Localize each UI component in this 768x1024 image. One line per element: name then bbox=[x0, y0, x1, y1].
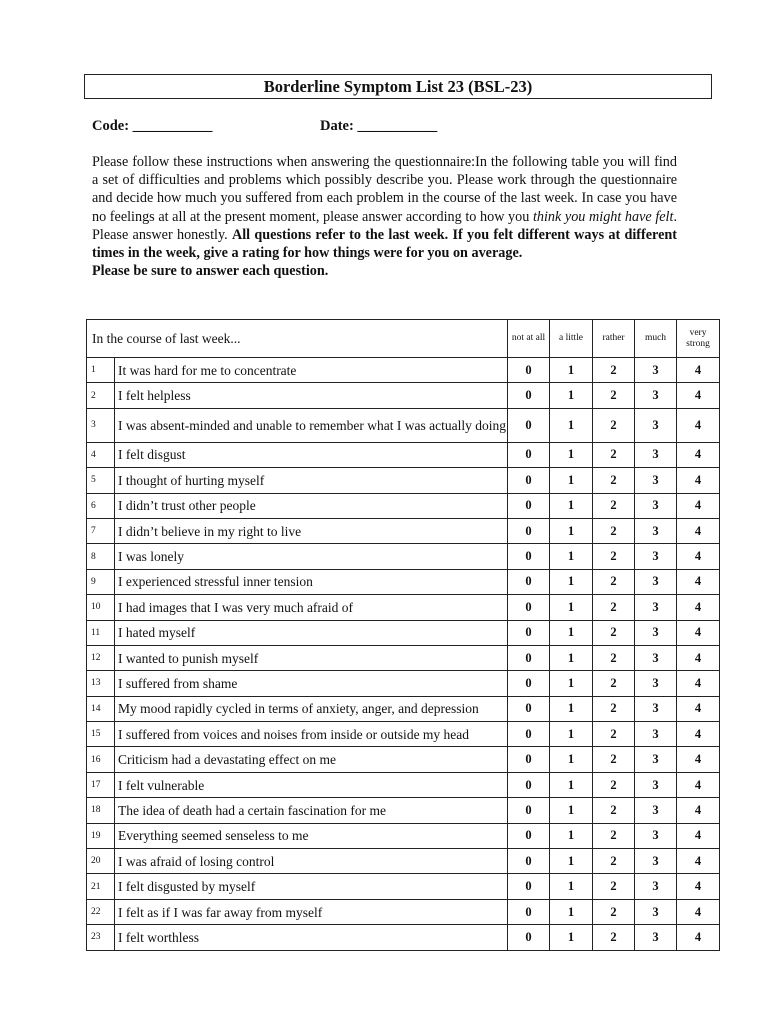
table-row bbox=[87, 925, 720, 950]
score-option-3[interactable]: 3 bbox=[635, 722, 677, 747]
score-option-4[interactable]: 4 bbox=[677, 645, 720, 670]
item-number: 16 bbox=[87, 747, 115, 772]
item-number: 15 bbox=[87, 722, 115, 747]
table-row bbox=[87, 569, 720, 594]
score-option-4[interactable]: 4 bbox=[677, 899, 720, 924]
instructions-text-1: Please follow these instructions when answering the questionnaire:In the following table you will find a set of difficulties and problems which possibly describe you. Please work through the questionnaire and decide how much you suffered from each problem in the course of the last week. In case you have no feelings at all at the present moment, please answer according to how you bbox=[92, 154, 677, 225]
item-text: I thought of hurting myself bbox=[115, 468, 508, 493]
score-option-4[interactable]: 4 bbox=[677, 722, 720, 747]
score-option-3[interactable]: 3 bbox=[635, 747, 677, 772]
item-number: 13 bbox=[87, 671, 115, 696]
score-option-0[interactable]: 0 bbox=[508, 645, 550, 670]
instructions-italic: think you might have felt bbox=[532, 208, 674, 225]
score-option-3[interactable]: 3 bbox=[635, 671, 677, 696]
score-option-1[interactable]: 1 bbox=[550, 408, 593, 442]
score-option-3[interactable]: 3 bbox=[635, 358, 677, 383]
table-row bbox=[87, 798, 720, 823]
score-option-2[interactable]: 2 bbox=[593, 442, 635, 467]
item-number: 12 bbox=[87, 645, 115, 670]
score-option-3[interactable]: 3 bbox=[635, 798, 677, 823]
code-date-line bbox=[92, 118, 438, 135]
scale-label-very-strong: very strong bbox=[677, 320, 720, 358]
score-option-3[interactable]: 3 bbox=[635, 899, 677, 924]
item-text: I was absent-minded and unable to remember what I was actually doing bbox=[115, 408, 508, 442]
score-option-0[interactable]: 0 bbox=[508, 544, 550, 569]
item-text: I suffered from voices and noises from inside or outside my head bbox=[115, 722, 508, 747]
score-option-4[interactable]: 4 bbox=[677, 493, 720, 518]
item-number: 5 bbox=[87, 468, 115, 493]
table-row bbox=[87, 671, 720, 696]
score-option-2[interactable]: 2 bbox=[593, 772, 635, 797]
table-row bbox=[87, 772, 720, 797]
score-option-4[interactable]: 4 bbox=[677, 518, 720, 543]
table-row bbox=[87, 408, 720, 442]
score-option-4[interactable]: 4 bbox=[677, 823, 720, 848]
item-number: 10 bbox=[87, 595, 115, 620]
score-option-0[interactable]: 0 bbox=[508, 798, 550, 823]
item-text: The idea of death had a certain fascination for me bbox=[115, 798, 508, 823]
score-option-3[interactable]: 3 bbox=[635, 772, 677, 797]
score-option-2[interactable]: 2 bbox=[593, 899, 635, 924]
score-option-0[interactable]: 0 bbox=[508, 468, 550, 493]
score-option-4[interactable]: 4 bbox=[677, 925, 720, 950]
score-option-0[interactable]: 0 bbox=[508, 747, 550, 772]
item-text: I suffered from shame bbox=[115, 671, 508, 696]
score-option-3[interactable]: 3 bbox=[635, 544, 677, 569]
score-option-1[interactable]: 1 bbox=[550, 671, 593, 696]
item-text: I hated myself bbox=[115, 620, 508, 645]
item-number: 22 bbox=[87, 899, 115, 924]
score-option-0[interactable]: 0 bbox=[508, 358, 550, 383]
instructions-text-2: . Please answer honestly. bbox=[92, 208, 677, 243]
score-option-1[interactable]: 1 bbox=[550, 518, 593, 543]
table-header-label: In the course of last week... bbox=[87, 320, 508, 358]
scale-label-much: much bbox=[635, 320, 677, 358]
score-option-3[interactable]: 3 bbox=[635, 696, 677, 721]
item-number: 23 bbox=[87, 925, 115, 950]
score-option-0[interactable]: 0 bbox=[508, 823, 550, 848]
score-option-3[interactable]: 3 bbox=[635, 925, 677, 950]
score-option-1[interactable]: 1 bbox=[550, 645, 593, 670]
score-option-2[interactable]: 2 bbox=[593, 671, 635, 696]
score-option-3[interactable]: 3 bbox=[635, 493, 677, 518]
table-row bbox=[87, 468, 720, 493]
code-field[interactable]: Code: ___________ bbox=[92, 118, 213, 134]
score-option-3[interactable]: 3 bbox=[635, 823, 677, 848]
table-header-row bbox=[87, 320, 720, 358]
item-text: I felt disgust bbox=[115, 442, 508, 467]
score-option-4[interactable]: 4 bbox=[677, 671, 720, 696]
score-option-2[interactable]: 2 bbox=[593, 925, 635, 950]
item-text: I experienced stressful inner tension bbox=[115, 569, 508, 594]
document-title: Borderline Symptom List 23 (BSL-23) bbox=[84, 74, 712, 99]
score-option-1[interactable]: 1 bbox=[550, 722, 593, 747]
score-option-0[interactable]: 0 bbox=[508, 442, 550, 467]
score-option-4[interactable]: 4 bbox=[677, 408, 720, 442]
score-option-3[interactable]: 3 bbox=[635, 468, 677, 493]
score-option-0[interactable]: 0 bbox=[508, 722, 550, 747]
score-option-4[interactable]: 4 bbox=[677, 442, 720, 467]
score-option-0[interactable]: 0 bbox=[508, 493, 550, 518]
score-option-1[interactable]: 1 bbox=[550, 849, 593, 874]
score-option-0[interactable]: 0 bbox=[508, 696, 550, 721]
item-number: 19 bbox=[87, 823, 115, 848]
table-row bbox=[87, 620, 720, 645]
item-text: I felt as if I was far away from myself bbox=[115, 899, 508, 924]
item-number: 3 bbox=[87, 408, 115, 442]
item-number: 1 bbox=[87, 358, 115, 383]
table-row bbox=[87, 442, 720, 467]
scale-label-a-little: a little bbox=[550, 320, 593, 358]
score-option-0[interactable]: 0 bbox=[508, 671, 550, 696]
table-row bbox=[87, 899, 720, 924]
score-option-3[interactable]: 3 bbox=[635, 383, 677, 408]
score-option-1[interactable]: 1 bbox=[550, 358, 593, 383]
score-option-2[interactable]: 2 bbox=[593, 518, 635, 543]
score-option-1[interactable]: 1 bbox=[550, 569, 593, 594]
score-option-2[interactable]: 2 bbox=[593, 358, 635, 383]
questionnaire-table bbox=[86, 319, 720, 951]
item-number: 20 bbox=[87, 849, 115, 874]
item-text: I had images that I was very much afraid of bbox=[115, 595, 508, 620]
score-option-2[interactable]: 2 bbox=[593, 823, 635, 848]
item-number: 11 bbox=[87, 620, 115, 645]
score-option-4[interactable]: 4 bbox=[677, 595, 720, 620]
score-option-4[interactable]: 4 bbox=[677, 468, 720, 493]
table-row bbox=[87, 358, 720, 383]
score-option-1[interactable]: 1 bbox=[550, 899, 593, 924]
score-option-1[interactable]: 1 bbox=[550, 925, 593, 950]
score-option-1[interactable]: 1 bbox=[550, 798, 593, 823]
score-option-2[interactable]: 2 bbox=[593, 544, 635, 569]
item-text: I was afraid of losing control bbox=[115, 849, 508, 874]
item-number: 4 bbox=[87, 442, 115, 467]
table-row bbox=[87, 645, 720, 670]
item-text: I felt vulnerable bbox=[115, 772, 508, 797]
score-option-1[interactable]: 1 bbox=[550, 696, 593, 721]
score-option-1[interactable]: 1 bbox=[550, 772, 593, 797]
score-option-2[interactable]: 2 bbox=[593, 468, 635, 493]
score-option-2[interactable]: 2 bbox=[593, 874, 635, 899]
score-option-4[interactable]: 4 bbox=[677, 874, 720, 899]
score-option-2[interactable]: 2 bbox=[593, 849, 635, 874]
score-option-2[interactable]: 2 bbox=[593, 696, 635, 721]
item-number: 21 bbox=[87, 874, 115, 899]
score-option-0[interactable]: 0 bbox=[508, 595, 550, 620]
instructions bbox=[92, 153, 677, 280]
item-text: I was lonely bbox=[115, 544, 508, 569]
score-option-0[interactable]: 0 bbox=[508, 569, 550, 594]
score-option-3[interactable]: 3 bbox=[635, 569, 677, 594]
score-option-2[interactable]: 2 bbox=[593, 645, 635, 670]
score-option-4[interactable]: 4 bbox=[677, 569, 720, 594]
item-number: 6 bbox=[87, 493, 115, 518]
score-option-1[interactable]: 1 bbox=[550, 383, 593, 408]
item-text: I felt worthless bbox=[115, 925, 508, 950]
score-option-3[interactable]: 3 bbox=[635, 645, 677, 670]
score-option-2[interactable]: 2 bbox=[593, 722, 635, 747]
score-option-4[interactable]: 4 bbox=[677, 544, 720, 569]
score-option-2[interactable]: 2 bbox=[593, 408, 635, 442]
score-option-2[interactable]: 2 bbox=[593, 569, 635, 594]
item-number: 17 bbox=[87, 772, 115, 797]
table-row bbox=[87, 874, 720, 899]
score-option-4[interactable]: 4 bbox=[677, 620, 720, 645]
table-row bbox=[87, 823, 720, 848]
table-row bbox=[87, 722, 720, 747]
score-option-0[interactable]: 0 bbox=[508, 518, 550, 543]
score-option-0[interactable]: 0 bbox=[508, 899, 550, 924]
item-number: 8 bbox=[87, 544, 115, 569]
score-option-2[interactable]: 2 bbox=[593, 383, 635, 408]
score-option-4[interactable]: 4 bbox=[677, 849, 720, 874]
score-option-4[interactable]: 4 bbox=[677, 383, 720, 408]
score-option-1[interactable]: 1 bbox=[550, 468, 593, 493]
item-text: My mood rapidly cycled in terms of anxiety, anger, and depression bbox=[115, 696, 508, 721]
score-option-3[interactable]: 3 bbox=[635, 595, 677, 620]
score-option-1[interactable]: 1 bbox=[550, 442, 593, 467]
item-text: It was hard for me to concentrate bbox=[115, 358, 508, 383]
score-option-1[interactable]: 1 bbox=[550, 544, 593, 569]
score-option-3[interactable]: 3 bbox=[635, 620, 677, 645]
score-option-4[interactable]: 4 bbox=[677, 358, 720, 383]
score-option-3[interactable]: 3 bbox=[635, 408, 677, 442]
score-option-2[interactable]: 2 bbox=[593, 798, 635, 823]
score-option-2[interactable]: 2 bbox=[593, 595, 635, 620]
item-text: I wanted to punish myself bbox=[115, 645, 508, 670]
item-text: I didn’t trust other people bbox=[115, 493, 508, 518]
score-option-1[interactable]: 1 bbox=[550, 823, 593, 848]
score-option-0[interactable]: 0 bbox=[508, 849, 550, 874]
table-row bbox=[87, 747, 720, 772]
item-text: I didn’t believe in my right to live bbox=[115, 518, 508, 543]
table-row bbox=[87, 696, 720, 721]
item-text: I felt helpless bbox=[115, 383, 508, 408]
item-text: Everything seemed senseless to me bbox=[115, 823, 508, 848]
score-option-3[interactable]: 3 bbox=[635, 849, 677, 874]
score-option-0[interactable]: 0 bbox=[508, 772, 550, 797]
score-option-3[interactable]: 3 bbox=[635, 874, 677, 899]
score-option-1[interactable]: 1 bbox=[550, 493, 593, 518]
score-option-2[interactable]: 2 bbox=[593, 493, 635, 518]
score-option-1[interactable]: 1 bbox=[550, 747, 593, 772]
scale-label-not-at-all: not at all bbox=[508, 320, 550, 358]
score-option-4[interactable]: 4 bbox=[677, 798, 720, 823]
item-number: 18 bbox=[87, 798, 115, 823]
table-row bbox=[87, 849, 720, 874]
score-option-3[interactable]: 3 bbox=[635, 442, 677, 467]
score-option-4[interactable]: 4 bbox=[677, 696, 720, 721]
score-option-2[interactable]: 2 bbox=[593, 620, 635, 645]
scale-label-rather: rather bbox=[593, 320, 635, 358]
item-text: Criticism had a devastating effect on me bbox=[115, 747, 508, 772]
score-option-3[interactable]: 3 bbox=[635, 518, 677, 543]
score-option-0[interactable]: 0 bbox=[508, 383, 550, 408]
score-option-0[interactable]: 0 bbox=[508, 925, 550, 950]
table-row bbox=[87, 518, 720, 543]
item-number: 9 bbox=[87, 569, 115, 594]
score-option-4[interactable]: 4 bbox=[677, 772, 720, 797]
score-option-1[interactable]: 1 bbox=[550, 874, 593, 899]
score-option-4[interactable]: 4 bbox=[677, 747, 720, 772]
item-number: 2 bbox=[87, 383, 115, 408]
date-field[interactable]: Date: ___________ bbox=[320, 118, 438, 134]
score-option-2[interactable]: 2 bbox=[593, 747, 635, 772]
table-row bbox=[87, 595, 720, 620]
score-option-0[interactable]: 0 bbox=[508, 874, 550, 899]
item-number: 7 bbox=[87, 518, 115, 543]
score-option-0[interactable]: 0 bbox=[508, 620, 550, 645]
table-row bbox=[87, 493, 720, 518]
instructions-bold-1: All questions refer to the last week. If you felt different ways at different times in the week, give a rating for how things were for you on average. bbox=[92, 226, 677, 262]
score-option-0[interactable]: 0 bbox=[508, 408, 550, 442]
table-row bbox=[87, 383, 720, 408]
item-text: I felt disgusted by myself bbox=[115, 874, 508, 899]
score-option-1[interactable]: 1 bbox=[550, 595, 593, 620]
instructions-bold-2: Please be sure to answer each question. bbox=[92, 263, 329, 280]
item-number: 14 bbox=[87, 696, 115, 721]
table-row bbox=[87, 544, 720, 569]
score-option-1[interactable]: 1 bbox=[550, 620, 593, 645]
